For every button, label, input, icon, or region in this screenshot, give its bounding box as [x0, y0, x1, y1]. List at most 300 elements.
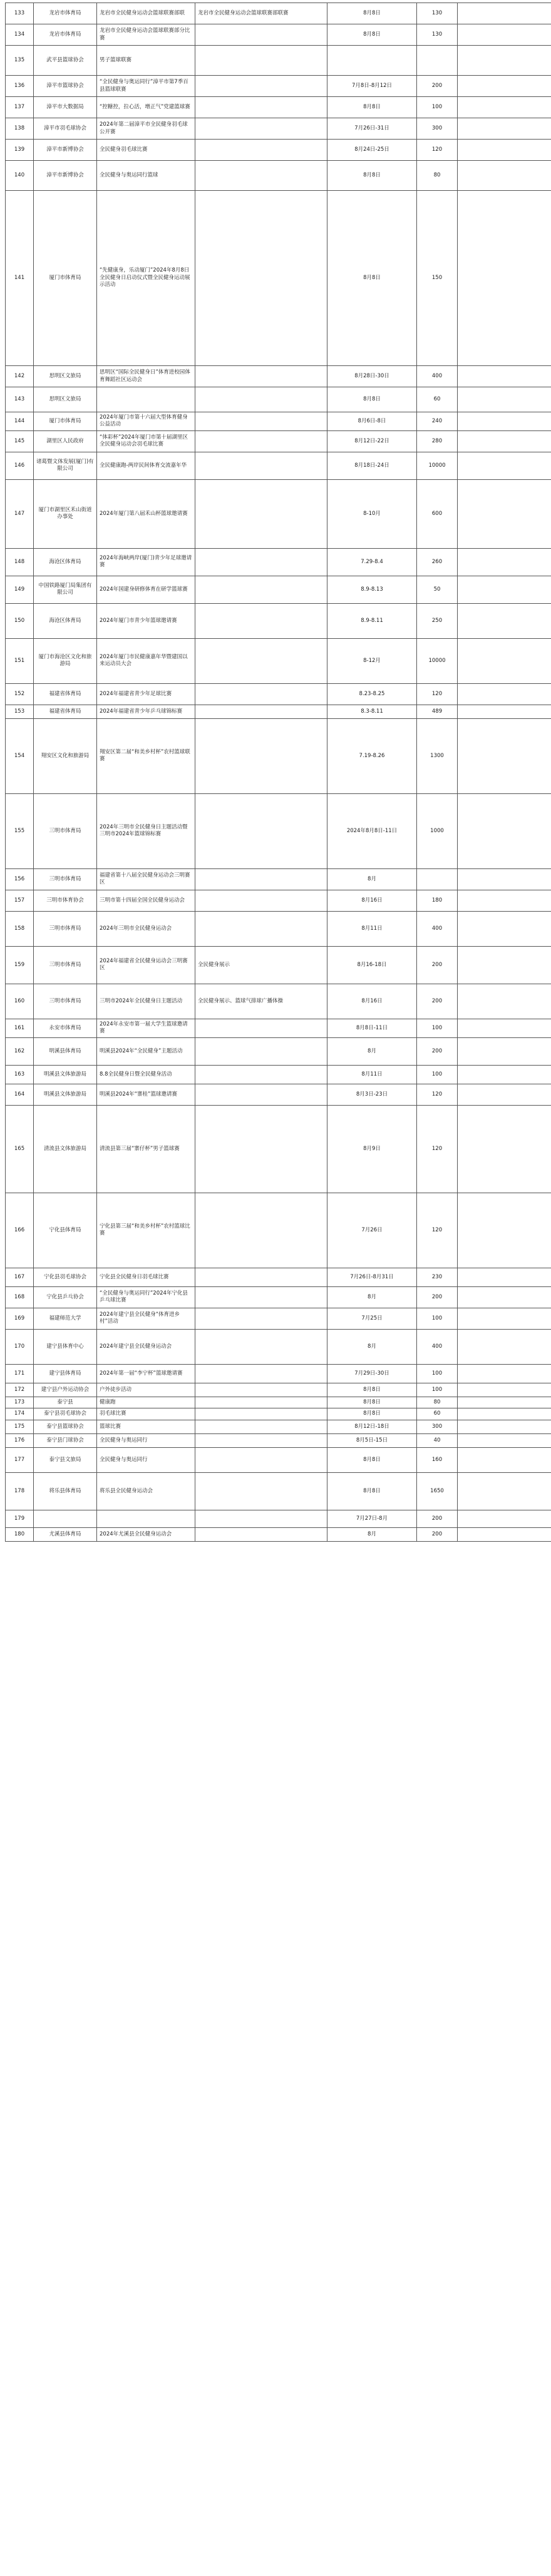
cell-participant-count: [417, 868, 458, 890]
cell-event-content: [195, 548, 327, 576]
cell-row-number: 167: [6, 1268, 34, 1286]
cell-row-number: 136: [6, 76, 34, 97]
cell-remark: [458, 1433, 551, 1447]
cell-event-content: [195, 97, 327, 118]
cell-event-content: [195, 76, 327, 97]
cell-row-number: 169: [6, 1308, 34, 1329]
cell-participant-count: 1650: [417, 1472, 458, 1510]
cell-remark: [458, 191, 551, 366]
cell-participant-count: 150: [417, 191, 458, 366]
table-row: [6, 603, 551, 638]
cell-remark: [458, 1397, 551, 1408]
cell-organizer: 中国铁路厦门局集团有限公司: [34, 576, 97, 603]
cell-participant-count: 60: [417, 1408, 458, 1420]
cell-remark: [458, 683, 551, 705]
cell-event-content: [195, 1472, 327, 1510]
cell-row-number: 160: [6, 984, 34, 1019]
cell-remark: [458, 946, 551, 984]
cell-participant-count: 80: [417, 1397, 458, 1408]
cell-organizer: 三明市体育局: [34, 984, 97, 1019]
cell-event-content: [195, 1308, 327, 1329]
cell-event-date: 8月8日: [327, 1472, 417, 1510]
cell-organizer: 泰宁县篮球协会: [34, 1420, 97, 1433]
cell-organizer: 宁化县体育局: [34, 1193, 97, 1268]
cell-event-date: 8.9-8.13: [327, 576, 417, 603]
cell-organizer: 明溪县体育局: [34, 1037, 97, 1065]
cell-participant-count: 120: [417, 683, 458, 705]
cell-remark: [458, 576, 551, 603]
cell-event-name: 龙岩市全民健身运动会篮球联赛部分比赛: [97, 24, 195, 46]
cell-organizer: 诸葛暨文体发展(厦门)有限公司: [34, 452, 97, 479]
cell-event-name: 健康跑: [97, 1397, 195, 1408]
cell-event-date: 8月11日: [327, 1065, 417, 1084]
table-row: [6, 366, 551, 387]
table-row: [6, 1420, 551, 1433]
cell-remark: [458, 1472, 551, 1510]
cell-event-date: 8月16-18日: [327, 946, 417, 984]
cell-participant-count: 250: [417, 603, 458, 638]
cell-event-name: 2024年尤溪县全民健身运动会: [97, 1527, 195, 1541]
cell-event-date: 8月8日: [327, 1447, 417, 1472]
cell-remark: [458, 1037, 551, 1065]
cell-organizer: 明溪县文体旅游局: [34, 1084, 97, 1105]
cell-remark: [458, 1286, 551, 1308]
cell-event-name: 2024年海峡两岸(厦门)青少年足球邀请赛: [97, 548, 195, 576]
cell-event-name: 全民健身羽毛球比赛: [97, 140, 195, 161]
cell-remark: [458, 46, 551, 76]
cell-participant-count: 200: [417, 946, 458, 984]
table-row: [6, 548, 551, 576]
cell-event-name: 2024年第二届漳平市全民健身羽毛球公开赛: [97, 118, 195, 140]
cell-participant-count: 300: [417, 118, 458, 140]
cell-organizer: 厦门市海沧区文化和旅游局: [34, 638, 97, 683]
cell-row-number: 161: [6, 1019, 34, 1037]
cell-participant-count: 200: [417, 1037, 458, 1065]
cell-event-date: 7月29日-30日: [327, 1364, 417, 1383]
cell-event-name: 2024年三明市全民健身运动会: [97, 911, 195, 946]
cell-event-content: [195, 1193, 327, 1268]
cell-event-name: 篮球比赛: [97, 1420, 195, 1433]
cell-remark: [458, 452, 551, 479]
cell-participant-count: 40: [417, 1433, 458, 1447]
table-row: [6, 24, 551, 46]
cell-remark: [458, 1383, 551, 1397]
cell-event-date: 8月12日-18日: [327, 1420, 417, 1433]
cell-event-content: [195, 1329, 327, 1364]
cell-event-date: 8月8日: [327, 3, 417, 24]
cell-remark: [458, 97, 551, 118]
cell-participant-count: 120: [417, 1084, 458, 1105]
cell-organizer: 思明区文旅局: [34, 366, 97, 387]
cell-organizer: 三明市体育局: [34, 946, 97, 984]
cell-event-content: [195, 191, 327, 366]
cell-event-name: 全民健身与奥运同行: [97, 1447, 195, 1472]
cell-event-date: 8月8日: [327, 1408, 417, 1420]
cell-event-date: 8月3日-23日: [327, 1084, 417, 1105]
cell-event-name: 2024年福建省全民健身运动会三明赛区: [97, 946, 195, 984]
cell-organizer: 永安市体育局: [34, 1019, 97, 1037]
cell-event-name: [97, 387, 195, 412]
table-row: [6, 1308, 551, 1329]
cell-participant-count: 489: [417, 705, 458, 718]
cell-event-date: 7月25日: [327, 1308, 417, 1329]
cell-organizer: 龙岩市体育局: [34, 24, 97, 46]
cell-row-number: 139: [6, 140, 34, 161]
cell-organizer: 海沧区体育局: [34, 603, 97, 638]
cell-event-content: [195, 1447, 327, 1472]
cell-remark: [458, 1510, 551, 1527]
table-row: [6, 1510, 551, 1527]
cell-participant-count: 130: [417, 24, 458, 46]
cell-organizer: 清流县文体旅游局: [34, 1105, 97, 1193]
cell-remark: [458, 3, 551, 24]
cell-event-name: “先健康身，乐动厦门”2024年8月8日全民健身日启动仪式暨全民健身运动展示活动: [97, 191, 195, 366]
table-row: [6, 576, 551, 603]
cell-event-name: “控糖控，拉心活，增正气”党建篮球赛: [97, 97, 195, 118]
cell-event-name: 2024年厦门市第十六届大型体育健身公益活动: [97, 412, 195, 431]
cell-event-name: 翔安区第二届“和美乡村杯”农村篮球联赛: [97, 718, 195, 793]
table-row: [6, 984, 551, 1019]
cell-remark: [458, 1268, 551, 1286]
cell-event-date: 8.3-8.11: [327, 705, 417, 718]
cell-event-content: [195, 430, 327, 452]
cell-organizer: 三明市体育局: [34, 911, 97, 946]
cell-event-date: 7月26日-31日: [327, 118, 417, 140]
table-row: [6, 946, 551, 984]
table-row: [6, 1193, 551, 1268]
cell-participant-count: 300: [417, 1420, 458, 1433]
table-row: [6, 3, 551, 24]
table-row: [6, 718, 551, 793]
cell-event-date: 7.29-8.4: [327, 548, 417, 576]
cell-participant-count: 120: [417, 1193, 458, 1268]
cell-row-number: 156: [6, 868, 34, 890]
cell-organizer: 漳平市新博协会: [34, 140, 97, 161]
cell-row-number: 147: [6, 479, 34, 548]
cell-event-name: 三明市2024年全民健身日主题活动: [97, 984, 195, 1019]
cell-remark: [458, 1308, 551, 1329]
cell-organizer: 翔安区文化和旅游局: [34, 718, 97, 793]
cell-remark: [458, 984, 551, 1019]
cell-row-number: 134: [6, 24, 34, 46]
cell-event-date: 8-12月: [327, 638, 417, 683]
table-row: [6, 638, 551, 683]
cell-event-name: 2024年三明市全民健身日主题活动暨三明市2024年篮球锦标赛: [97, 793, 195, 868]
cell-remark: [458, 1420, 551, 1433]
cell-event-content: 全民健身展示、篮球气排球广播体操: [195, 984, 327, 1019]
cell-remark: [458, 1364, 551, 1383]
cell-row-number: 152: [6, 683, 34, 705]
cell-row-number: 135: [6, 46, 34, 76]
table-row: [6, 1447, 551, 1472]
cell-organizer: 武平县篮球协会: [34, 46, 97, 76]
cell-participant-count: 130: [417, 3, 458, 24]
table-row: [6, 890, 551, 911]
cell-participant-count: 1300: [417, 718, 458, 793]
table-row: [6, 1268, 551, 1286]
cell-participant-count: 100: [417, 1308, 458, 1329]
cell-organizer: 厦门市体育局: [34, 191, 97, 366]
cell-organizer: 泰宁县门球协会: [34, 1433, 97, 1447]
cell-remark: [458, 911, 551, 946]
cell-event-date: 7月26日: [327, 1193, 417, 1268]
cell-row-number: 175: [6, 1420, 34, 1433]
table-row: [6, 1397, 551, 1408]
cell-row-number: 143: [6, 387, 34, 412]
cell-participant-count: 120: [417, 1105, 458, 1193]
cell-remark: [458, 1408, 551, 1420]
table-row: [6, 1329, 551, 1364]
cell-participant-count: 200: [417, 1286, 458, 1308]
cell-participant-count: 160: [417, 1447, 458, 1472]
cell-event-name: 2024年建宁县全民健身运动会: [97, 1329, 195, 1364]
cell-event-content: [195, 1286, 327, 1308]
table-row: [6, 1037, 551, 1065]
cell-event-content: [195, 1105, 327, 1193]
cell-participant-count: 100: [417, 1065, 458, 1084]
cell-row-number: 168: [6, 1286, 34, 1308]
cell-participant-count: [417, 46, 458, 76]
cell-organizer: 宁化县羽毛球协会: [34, 1268, 97, 1286]
cell-participant-count: 280: [417, 430, 458, 452]
table-row: [6, 479, 551, 548]
table-row: [6, 683, 551, 705]
cell-organizer: 海沧区体育局: [34, 548, 97, 576]
cell-row-number: 154: [6, 718, 34, 793]
cell-organizer: 建宁县体育局: [34, 1364, 97, 1383]
cell-event-date: 8月12日-22日: [327, 430, 417, 452]
cell-remark: [458, 603, 551, 638]
cell-event-content: [195, 479, 327, 548]
cell-event-date: 8月18日-24日: [327, 452, 417, 479]
cell-event-name: 2024年第一届“李宁杯”篮球邀请赛: [97, 1364, 195, 1383]
cell-organizer: 宁化县乒乓协会: [34, 1286, 97, 1308]
cell-event-date: [327, 46, 417, 76]
cell-row-number: 179: [6, 1510, 34, 1527]
events-table: [5, 3, 551, 1542]
cell-event-content: [195, 1065, 327, 1084]
cell-event-content: [195, 161, 327, 191]
cell-remark: [458, 548, 551, 576]
cell-organizer: 厦门市体育局: [34, 412, 97, 431]
cell-row-number: 176: [6, 1433, 34, 1447]
cell-row-number: 151: [6, 638, 34, 683]
cell-event-content: [195, 412, 327, 431]
cell-organizer: 福建省体育局: [34, 683, 97, 705]
cell-row-number: 142: [6, 366, 34, 387]
cell-event-name: 明溪县2024年“寨桂”篮球邀请赛: [97, 1084, 195, 1105]
cell-participant-count: 1000: [417, 793, 458, 868]
cell-participant-count: 100: [417, 97, 458, 118]
table-row: [6, 1364, 551, 1383]
cell-remark: [458, 868, 551, 890]
table-row: [6, 140, 551, 161]
cell-row-number: 141: [6, 191, 34, 366]
cell-event-date: 7月8日-8月12日: [327, 76, 417, 97]
cell-event-date: 8月8日: [327, 1383, 417, 1397]
cell-organizer: 泰宁县: [34, 1397, 97, 1408]
cell-participant-count: 260: [417, 548, 458, 576]
cell-organizer: 泰宁县文旅局: [34, 1447, 97, 1472]
cell-event-date: 8月8日: [327, 24, 417, 46]
cell-participant-count: 80: [417, 161, 458, 191]
cell-organizer: 漳平市篮球协会: [34, 76, 97, 97]
cell-participant-count: 180: [417, 890, 458, 911]
cell-event-content: [195, 890, 327, 911]
table-row: [6, 1527, 551, 1541]
cell-row-number: 148: [6, 548, 34, 576]
cell-organizer: 尤溪县体育局: [34, 1527, 97, 1541]
cell-participant-count: 400: [417, 1329, 458, 1364]
cell-row-number: 146: [6, 452, 34, 479]
table-row: [6, 387, 551, 412]
cell-participant-count: 600: [417, 479, 458, 548]
cell-remark: [458, 479, 551, 548]
cell-event-date: 8月8日-11日: [327, 1019, 417, 1037]
cell-row-number: 150: [6, 603, 34, 638]
cell-event-date: 8月8日: [327, 387, 417, 412]
table-row: [6, 1383, 551, 1397]
cell-participant-count: 400: [417, 366, 458, 387]
table-row: [6, 793, 551, 868]
cell-remark: [458, 118, 551, 140]
cell-participant-count: 60: [417, 387, 458, 412]
cell-event-date: 8月16日: [327, 984, 417, 1019]
cell-event-date: 8月11日: [327, 911, 417, 946]
cell-event-name: 户外徒步活动: [97, 1383, 195, 1397]
cell-row-number: 157: [6, 890, 34, 911]
cell-remark: [458, 1105, 551, 1193]
cell-event-name: “全民健身与奥运同行”2024年宁化县乒乓球比赛: [97, 1286, 195, 1308]
cell-organizer: 漳平市羽毛球协会: [34, 118, 97, 140]
cell-organizer: 将乐县体育局: [34, 1472, 97, 1510]
cell-event-date: 8月: [327, 1329, 417, 1364]
cell-event-content: [195, 118, 327, 140]
cell-event-name: 将乐县全民健身运动会: [97, 1472, 195, 1510]
cell-event-name: 8.8全民健身日暨全民健身活动: [97, 1065, 195, 1084]
cell-participant-count: 10000: [417, 638, 458, 683]
cell-event-date: 8月5日-15日: [327, 1433, 417, 1447]
cell-event-content: [195, 1397, 327, 1408]
table-row: [6, 911, 551, 946]
cell-event-date: 8月8日: [327, 1397, 417, 1408]
cell-event-content: [195, 1268, 327, 1286]
cell-event-content: [195, 366, 327, 387]
cell-participant-count: 400: [417, 911, 458, 946]
cell-remark: [458, 1019, 551, 1037]
cell-event-name: “体彩杯”2024年厦门市第十届湖里区全民健身运动会羽毛球比赛: [97, 430, 195, 452]
cell-row-number: 149: [6, 576, 34, 603]
cell-event-content: [195, 1084, 327, 1105]
table-row: [6, 191, 551, 366]
cell-event-name: 宁化县第三届“和美乡村杯”农村篮球比赛: [97, 1193, 195, 1268]
cell-event-content: [195, 1019, 327, 1037]
cell-event-content: [195, 718, 327, 793]
cell-participant-count: 100: [417, 1364, 458, 1383]
cell-event-name: 男子篮球联赛: [97, 46, 195, 76]
cell-event-name: 全民健身与奥运同行篮球: [97, 161, 195, 191]
cell-event-name: 全民健康跑-两岸民间体育交流嘉年华: [97, 452, 195, 479]
cell-event-content: [195, 868, 327, 890]
cell-organizer: 龙岩市体育局: [34, 3, 97, 24]
cell-row-number: 180: [6, 1527, 34, 1541]
cell-event-content: [195, 1420, 327, 1433]
cell-row-number: 137: [6, 97, 34, 118]
cell-event-name: 2024年福建省青少年乒乓球锦标赛: [97, 705, 195, 718]
cell-event-date: 8-10月: [327, 479, 417, 548]
cell-organizer: 建宁县户外运动协会: [34, 1383, 97, 1397]
cell-row-number: 164: [6, 1084, 34, 1105]
cell-event-name: 思明区“国际全民健身日”体育进校园体育舞蹈社区运动会: [97, 366, 195, 387]
cell-row-number: 170: [6, 1329, 34, 1364]
cell-event-name: 2024年厦门第八届禾山杯篮球邀请赛: [97, 479, 195, 548]
cell-event-name: 明溪县2024年“全民健身”主题活动: [97, 1037, 195, 1065]
cell-remark: [458, 1084, 551, 1105]
cell-event-content: [195, 1037, 327, 1065]
cell-remark: [458, 638, 551, 683]
table-row: [6, 1472, 551, 1510]
cell-event-content: [195, 46, 327, 76]
cell-remark: [458, 1447, 551, 1472]
cell-event-name: 2024年福建省青少年足球比赛: [97, 683, 195, 705]
cell-event-name: 羽毛球比赛: [97, 1408, 195, 1420]
cell-row-number: 165: [6, 1105, 34, 1193]
cell-event-date: 8月28日-30日: [327, 366, 417, 387]
cell-row-number: 162: [6, 1037, 34, 1065]
cell-event-name: 2024年国建身研修体育在研学篮球赛: [97, 576, 195, 603]
cell-event-content: [195, 705, 327, 718]
cell-event-date: 8月: [327, 1037, 417, 1065]
cell-remark: [458, 387, 551, 412]
cell-organizer: 三明市体育局: [34, 793, 97, 868]
cell-row-number: 178: [6, 1472, 34, 1510]
table-row: [6, 118, 551, 140]
cell-participant-count: 100: [417, 1383, 458, 1397]
cell-event-name: 2024年永安市第一届大学生篮球邀请赛: [97, 1019, 195, 1037]
cell-event-content: [195, 793, 327, 868]
cell-row-number: 133: [6, 3, 34, 24]
table-row: [6, 46, 551, 76]
cell-organizer: 湖里区人民政府: [34, 430, 97, 452]
cell-organizer: 三明市体育局: [34, 868, 97, 890]
cell-participant-count: 230: [417, 1268, 458, 1286]
cell-event-content: [195, 911, 327, 946]
cell-event-name: 2024年厦门市民健康嘉年华暨建国以来运动员大会: [97, 638, 195, 683]
cell-organizer: 思明区文旅局: [34, 387, 97, 412]
cell-remark: [458, 366, 551, 387]
cell-event-date: 8月9日: [327, 1105, 417, 1193]
cell-event-date: 8月8日: [327, 191, 417, 366]
cell-event-date: 8月: [327, 868, 417, 890]
cell-event-content: [195, 1408, 327, 1420]
cell-participant-count: 200: [417, 984, 458, 1019]
table-row: [6, 1084, 551, 1105]
cell-event-name: 福建省第十八届全民健身运动会三明赛区: [97, 868, 195, 890]
cell-row-number: 145: [6, 430, 34, 452]
cell-event-date: 8.23-8.25: [327, 683, 417, 705]
cell-event-name: “全民健身与奥运同行”漳平市第7季百县篮球联赛: [97, 76, 195, 97]
cell-event-date: 7.19-8.26: [327, 718, 417, 793]
cell-remark: [458, 1527, 551, 1541]
cell-event-content: [195, 1433, 327, 1447]
cell-organizer: [34, 1510, 97, 1527]
cell-row-number: 155: [6, 793, 34, 868]
cell-event-date: 8月: [327, 1286, 417, 1308]
cell-organizer: 福建省体育局: [34, 705, 97, 718]
cell-remark: [458, 161, 551, 191]
table-row: [6, 868, 551, 890]
cell-remark: [458, 705, 551, 718]
